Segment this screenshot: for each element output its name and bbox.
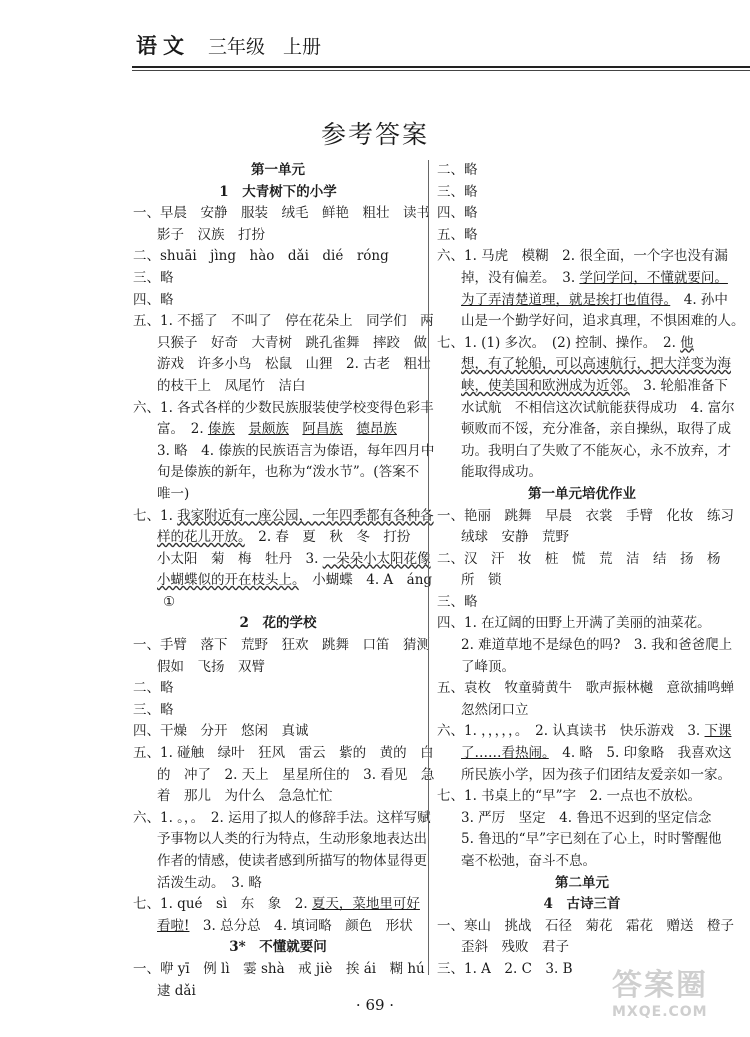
wavy-underlined-answer: 峡，使美国和欧洲成为近邻。 [461, 377, 630, 394]
answer-line: 三、1. A 2. C 3. B [437, 960, 573, 977]
lesson-heading: 3* 不懂就要问 [229, 939, 327, 956]
answer-line: 七、1. 书桌上的“早”字 2. 一点也不放松。 [437, 788, 702, 805]
answer-line: 三、略 [437, 593, 478, 610]
unit-heading: 第二单元 [555, 874, 609, 891]
answer-line [133, 894, 423, 916]
answer-line: 五、1. 碰触 绿叶 狂风 雷云 紫的 黄的 白 [133, 745, 434, 762]
answer-line: 一、寒山 挑战 石径 菊花 霜花 赠送 橙子 [437, 917, 734, 934]
wavy-underlined-answer: 小蝴蝶似的开在枝头上。 [157, 572, 299, 589]
answer-text: 小太阳 菊 梅 牡丹 3. [157, 550, 323, 567]
answer-line [133, 506, 434, 528]
answer-line: 毫不松弛，奋斗不息。 [461, 853, 596, 869]
answer-line: 3. 略 4. 傣族的民族语言为傣语，每年四月中 [157, 442, 435, 459]
answer-line: 绒球 安静 荒野 [461, 529, 569, 546]
watermark-url: MXQE.COM [612, 1004, 708, 1020]
answer-text: 掉，没有偏差。 3. [461, 269, 580, 286]
answer-line: 旬是傣族的新年，也称为“泼水节”。(答案不 [157, 464, 420, 481]
wavy-underlined-answer: 他 [680, 334, 694, 351]
answer-line: 的枝干上 凤尾竹 洁白 [157, 377, 306, 394]
answer-line: 一、早晨 安静 服装 绒毛 鲜艳 粗壮 读书 [133, 205, 430, 222]
answer-line [133, 570, 433, 592]
header-grade: 三年级 [208, 36, 266, 58]
answer-line: 2. 难道草地不是绿色的吗? 3. 我和爸爸爬上 [461, 637, 733, 654]
answer-line: 予事物以人类的行为特点，生动形象地表达出 [157, 831, 427, 848]
left-answer-column [133, 160, 435, 1002]
answer-text [289, 421, 303, 437]
answer-line: 三、略 [133, 269, 174, 286]
answer-line: ① [163, 593, 176, 610]
page-title: 参考答案 [320, 120, 429, 149]
underlined-answer: 了……看热闹。 [461, 745, 549, 762]
answer-line: 逮 dǎi [157, 982, 196, 999]
answer-line: 唯一) [157, 485, 190, 502]
answer-line: 二、汉 汗 妆 桩 慌 荒 洁 结 扬 杨 [437, 550, 721, 567]
answer-text: 2. 春 夏 秋 冬 打扮 [244, 529, 411, 546]
answer-line: 能取得成功。 [461, 464, 542, 481]
answer-text: 3. 轮船准备下 [629, 377, 728, 394]
answer-line [437, 721, 732, 743]
answer-line: 四、略 [437, 205, 478, 222]
answer-line: 四、略 [133, 291, 174, 308]
underlined-answer: 景颇族 [248, 421, 289, 438]
answer-line [133, 419, 423, 441]
wavy-underlined-answer: 样的花儿开放。 [157, 529, 245, 546]
answer-line [133, 527, 423, 549]
answer-line: 山是一个勤学好问，追求真理，不惧困难的人。 [461, 313, 745, 330]
answer-line: 忽然闭口立 [461, 701, 529, 718]
answer-line [133, 916, 423, 938]
answer-line: 二、shuāi jìng hào dǎi dié róng [133, 248, 389, 265]
header-subject: 语文 [136, 33, 190, 58]
answer-line: 着 那儿 为什么 急急忙忙 [157, 788, 333, 805]
header-volume: 上册 [283, 36, 322, 58]
underlined-answer: 夏天，菜地里可好 [311, 896, 420, 913]
answer-line: 六、1. 马虎 模糊 2. 很全面，一个字也没有漏 [437, 248, 728, 265]
answer-line [437, 743, 732, 765]
wavy-underlined-answer: 想，有了轮船，可以高速航行，把大洋变为海 [461, 356, 731, 373]
lesson-heading: 4 古诗三首 [543, 896, 621, 913]
watermark-logo [612, 960, 737, 1030]
underlined-answer: 为了弄清楚道理，就是挨打也值得。 [461, 291, 671, 308]
answer-line: 假如 飞扬 双臂 [157, 658, 265, 675]
answer-line [437, 290, 727, 312]
answer-text: 4. 孙中 [670, 291, 728, 308]
answer-line: 一、艳丽 跳舞 早晨 衣裳 手臂 化妆 练习 [437, 507, 734, 524]
lesson-heading: 1 大青树下的小学 [219, 183, 337, 200]
answer-text: 七、1. qué sì 东 象 2. [133, 896, 312, 913]
answer-line [437, 333, 727, 355]
answer-line: 功。我明白了失败了不能灰心，永不放弃，才 [461, 442, 731, 459]
watermark-text: 答案圈 [612, 968, 708, 1003]
lesson-heading: 2 花的学校 [239, 615, 317, 632]
answer-line [133, 549, 431, 571]
answer-line: 了峰顶。 [461, 658, 515, 675]
answer-text: 富。 2. [157, 421, 208, 438]
answer-line: 五、1. 不摇了 不叫了 停在花朵上 同学们 两 [133, 313, 434, 330]
header-rule [132, 66, 750, 68]
underlined-answer: 下课 [704, 723, 732, 740]
column-divider [428, 160, 429, 975]
answer-line: 一、咿 yī 例 lì 霎 shà 戒 jiè 挨 ái 糊 hú [133, 960, 425, 977]
answer-line: 三、略 [437, 183, 478, 200]
answer-line: 只猴子 好奇 大青树 跳孔雀舞 摔跤 做 [157, 334, 427, 351]
wavy-underlined-answer: 一朵朵小太阳花像 [322, 550, 431, 567]
answer-text: 小蝴蝶 4. A áng [298, 572, 433, 589]
underlined-answer: 傣族 [207, 421, 235, 438]
wavy-underlined-answer: 我家附近有一座公园，一年四季都有各种各 [177, 507, 434, 524]
answer-line: 二、略 [133, 680, 174, 697]
answer-text: 七、1. (1) 多次。 (2) 控制、操作。 2. [437, 334, 681, 351]
unit-heading: 第一单元培优作业 [528, 485, 636, 502]
answer-line: 水试航 不相信这次试航能获得成功 4. 富尔 [461, 399, 735, 416]
header-rule-thin [132, 70, 750, 71]
answer-line: 游戏 许多小鸟 松鼠 山狸 2. 古老 粗壮 [157, 356, 431, 373]
page-number: · 69 · [355, 996, 395, 1014]
answer-line: 二、略 [437, 162, 478, 178]
answer-line: 活泼生动。 3. 略 [157, 874, 262, 891]
answer-line: 顿败而不馁，充分准备，亲自操纵，取得了成 [461, 421, 731, 438]
answer-line: 六、1. 。，。 2. 运用了拟人的修辞手法。这样写赋 [133, 809, 431, 826]
answer-text [235, 421, 249, 437]
answer-line: 五、略 [437, 226, 478, 243]
answer-line: 所民族小学，因为孩子们团结友爱亲如一家。 [461, 766, 731, 783]
unit-heading: 第一单元 [251, 162, 305, 178]
answer-line: 影子 汉族 打扮 [157, 226, 265, 243]
answer-line: 3. 严厉 坚定 4. 鲁迅不迟到的坚定信念 [461, 809, 712, 826]
answer-line: 六、1. 各式各样的少数民族服装使学校变得色彩丰 [133, 399, 434, 416]
answer-line: 三、略 [133, 701, 174, 718]
answer-text: 4. 略 5. 印象略 我喜欢这 [548, 745, 732, 762]
answer-text: 七、1. [133, 507, 178, 524]
answer-line: 的 冲了 2. 天上 星星所住的 3. 看见 急 [157, 766, 435, 783]
underlined-answer: 看啦! [157, 917, 190, 934]
underlined-answer: 德昂族 [356, 421, 397, 438]
answer-line: 四、1. 在辽阔的田野上开满了美丽的油菜花。 [437, 615, 711, 632]
underlined-answer: 阿昌族 [302, 421, 343, 438]
answer-line [437, 268, 727, 290]
running-header [136, 30, 321, 64]
underlined-answer: 学问学问，不懂就要问。 [579, 269, 728, 286]
answer-line: 一、手臂 落下 荒野 狂欢 跳舞 口笛 猜测 [133, 637, 430, 654]
answer-line: 作者的情感，使读者感到所描写的物体显得更 [157, 853, 427, 869]
answer-line: 所 锁 [461, 572, 502, 589]
right-answer-column [437, 160, 745, 981]
answer-line: 四、干燥 分开 悠闲 真诚 [133, 723, 309, 740]
answer-text: 六、1. ，，，，，。 2. 认真读书 快乐游戏 3. [437, 723, 705, 740]
answer-text [343, 421, 357, 437]
answer-line [437, 376, 727, 398]
answer-line: 歪斜 残败 君子 [461, 939, 569, 956]
answer-line: 5. 鲁迅的“早”字已刻在了心上，时时警醒他 [461, 831, 722, 848]
answer-line: 五、袁枚 牧童骑黄牛 歌声振林樾 意欲捕鸣蝉 [437, 680, 734, 697]
answer-line [437, 354, 731, 376]
answer-text: 3. 总分总 4. 填词略 颜色 形状 [189, 917, 413, 934]
